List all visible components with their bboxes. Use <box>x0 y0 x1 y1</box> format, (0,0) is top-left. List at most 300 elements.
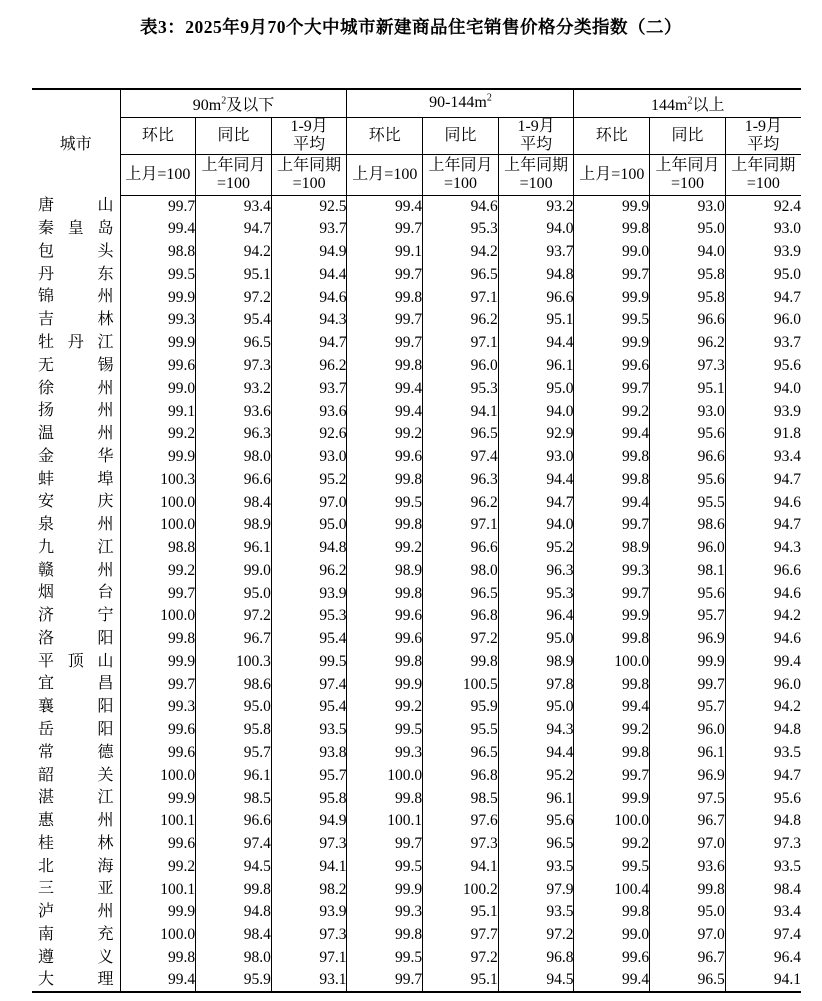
table-header <box>32 89 801 195</box>
base-header-cell <box>498 154 574 195</box>
base-label: 上年同期 <box>731 156 796 174</box>
city-cell <box>32 445 120 468</box>
table-row <box>32 810 801 833</box>
value-cell: 99.3 <box>120 696 196 719</box>
group-header-144-above <box>574 89 801 117</box>
value-cell: 99.5 <box>574 309 650 332</box>
value-cell: 94.0 <box>498 514 574 537</box>
table-row <box>32 741 801 764</box>
table-row <box>32 468 801 491</box>
table-row <box>32 354 801 377</box>
value-cell: 99.8 <box>347 514 423 537</box>
value-cell: 95.6 <box>650 582 726 605</box>
group-label: 90m <box>192 96 222 114</box>
value-cell: 100.2 <box>423 878 499 901</box>
price-index-table <box>32 88 801 993</box>
value-cell: 96.8 <box>423 764 499 787</box>
base-header-cell <box>347 154 423 195</box>
metric-label: 环比 <box>595 126 628 144</box>
table-row <box>32 445 801 468</box>
value-cell: 97.6 <box>423 810 499 833</box>
value-cell: 96.1 <box>498 354 574 377</box>
value-cell: 94.7 <box>725 764 801 787</box>
city-name: 秦皇岛 <box>38 220 114 238</box>
value-cell: 96.7 <box>650 946 726 969</box>
value-cell: 94.7 <box>725 286 801 309</box>
value-cell: 94.5 <box>498 969 574 992</box>
value-cell: 94.2 <box>725 696 801 719</box>
value-cell: 93.7 <box>498 241 574 264</box>
table-row <box>32 696 801 719</box>
value-cell: 96.3 <box>423 468 499 491</box>
value-cell: 94.6 <box>423 195 499 218</box>
value-cell: 99.8 <box>347 582 423 605</box>
value-cell: 99.3 <box>574 559 650 582</box>
value-cell: 97.4 <box>271 673 347 696</box>
value-cell: 93.7 <box>271 218 347 241</box>
table-row <box>32 901 801 924</box>
value-cell: 94.2 <box>725 605 801 628</box>
value-cell: 93.5 <box>271 719 347 742</box>
value-cell: 99.5 <box>347 491 423 514</box>
metric-label: 1-9月 <box>517 117 555 135</box>
value-cell: 94.6 <box>271 286 347 309</box>
value-cell: 100.0 <box>120 514 196 537</box>
value-cell: 98.0 <box>423 559 499 582</box>
base-label-line2: =100 <box>670 174 704 192</box>
table-row <box>32 719 801 742</box>
value-cell: 99.6 <box>347 628 423 651</box>
group-header-90-144 <box>347 89 574 117</box>
value-cell: 93.4 <box>196 195 272 218</box>
value-cell: 99.8 <box>196 878 272 901</box>
value-cell: 99.2 <box>574 832 650 855</box>
city-cell <box>32 605 120 628</box>
metric-header-cell <box>196 117 272 154</box>
value-cell: 96.5 <box>423 263 499 286</box>
value-cell: 95.3 <box>423 218 499 241</box>
value-cell: 98.2 <box>271 878 347 901</box>
value-cell: 99.8 <box>347 286 423 309</box>
value-cell: 94.0 <box>498 218 574 241</box>
value-cell: 96.5 <box>196 332 272 355</box>
value-cell: 95.0 <box>650 901 726 924</box>
value-cell: 97.3 <box>423 832 499 855</box>
value-cell: 96.8 <box>498 946 574 969</box>
value-cell: 94.1 <box>725 969 801 992</box>
value-cell: 93.9 <box>271 582 347 605</box>
value-cell: 96.6 <box>650 445 726 468</box>
value-cell: 99.8 <box>347 787 423 810</box>
table-row <box>32 855 801 878</box>
value-cell: 94.6 <box>725 491 801 514</box>
value-cell: 98.5 <box>423 787 499 810</box>
value-cell: 96.7 <box>196 628 272 651</box>
value-cell: 95.9 <box>196 969 272 992</box>
value-cell: 99.0 <box>120 377 196 400</box>
value-cell: 99.8 <box>120 946 196 969</box>
value-cell: 99.6 <box>120 719 196 742</box>
base-label-line2: =100 <box>443 174 477 192</box>
value-cell: 96.1 <box>196 764 272 787</box>
value-cell: 96.0 <box>650 719 726 742</box>
value-cell: 95.6 <box>650 423 726 446</box>
table-row <box>32 332 801 355</box>
value-cell: 94.7 <box>498 491 574 514</box>
value-cell: 99.7 <box>347 332 423 355</box>
value-cell: 99.8 <box>574 741 650 764</box>
value-cell: 99.7 <box>347 969 423 992</box>
value-cell: 95.6 <box>498 810 574 833</box>
base-label: 上年同月 <box>655 156 720 174</box>
city-cell <box>32 309 120 332</box>
value-cell: 96.0 <box>650 536 726 559</box>
value-cell: 94.2 <box>196 241 272 264</box>
city-name: 锦州 <box>38 288 114 306</box>
value-cell: 98.0 <box>196 445 272 468</box>
value-cell: 94.4 <box>498 741 574 764</box>
metric-label: 同比 <box>444 126 477 144</box>
value-cell: 94.7 <box>725 514 801 537</box>
value-cell: 95.1 <box>498 309 574 332</box>
city-cell <box>32 719 120 742</box>
metric-label: 环比 <box>141 126 174 144</box>
value-cell: 96.2 <box>271 559 347 582</box>
city-name: 平顶山 <box>38 652 114 670</box>
value-cell: 99.7 <box>574 764 650 787</box>
table-row <box>32 195 801 218</box>
metric-header-cell <box>498 117 574 154</box>
value-cell: 99.2 <box>347 696 423 719</box>
value-cell: 95.0 <box>271 514 347 537</box>
base-label: 上年同期 <box>504 156 569 174</box>
value-cell: 94.9 <box>271 241 347 264</box>
value-cell: 98.4 <box>725 878 801 901</box>
value-cell: 95.0 <box>650 218 726 241</box>
value-cell: 95.3 <box>423 377 499 400</box>
metric-label: 同比 <box>671 126 704 144</box>
value-cell: 96.9 <box>650 628 726 651</box>
base-header-cell <box>120 154 196 195</box>
value-cell: 93.8 <box>271 741 347 764</box>
value-cell: 100.0 <box>120 764 196 787</box>
value-cell: 99.4 <box>574 969 650 992</box>
value-cell: 96.3 <box>196 423 272 446</box>
value-cell: 95.7 <box>650 605 726 628</box>
value-cell: 93.6 <box>196 400 272 423</box>
metric-label: 1-9月 <box>744 117 783 135</box>
table-row <box>32 582 801 605</box>
city-cell <box>32 423 120 446</box>
value-cell: 93.1 <box>271 969 347 992</box>
value-cell: 99.7 <box>574 514 650 537</box>
value-cell: 100.1 <box>120 878 196 901</box>
table-row <box>32 924 801 947</box>
city-name: 惠州 <box>38 812 114 830</box>
city-name: 牡丹江 <box>38 333 114 351</box>
metric-header-cell <box>574 117 650 154</box>
value-cell: 94.7 <box>725 468 801 491</box>
table-row <box>32 559 801 582</box>
value-cell: 99.7 <box>347 218 423 241</box>
value-cell: 97.1 <box>271 946 347 969</box>
value-cell: 99.8 <box>347 354 423 377</box>
value-cell: 94.8 <box>725 719 801 742</box>
base-label-line2: =100 <box>746 174 780 192</box>
value-cell: 95.5 <box>423 719 499 742</box>
value-cell: 95.7 <box>650 696 726 719</box>
city-name: 蚌埠 <box>38 470 114 488</box>
table-row <box>32 377 801 400</box>
table-row <box>32 241 801 264</box>
superscript-2: 2 <box>221 95 227 107</box>
value-cell: 96.2 <box>650 332 726 355</box>
city-cell <box>32 787 120 810</box>
table-row <box>32 536 801 559</box>
city-cell <box>32 491 120 514</box>
table-row <box>32 969 801 992</box>
city-name: 扬州 <box>38 402 114 420</box>
value-cell: 94.2 <box>423 241 499 264</box>
value-cell: 96.1 <box>498 787 574 810</box>
base-label: 上年同期 <box>277 156 342 174</box>
value-cell: 97.1 <box>423 514 499 537</box>
value-cell: 94.5 <box>196 855 272 878</box>
value-cell: 95.0 <box>196 582 272 605</box>
value-cell: 98.8 <box>120 241 196 264</box>
value-cell: 99.4 <box>347 377 423 400</box>
table-row <box>32 218 801 241</box>
value-cell: 99.4 <box>120 218 196 241</box>
value-cell: 95.2 <box>271 468 347 491</box>
value-cell: 100.5 <box>423 673 499 696</box>
value-cell: 93.5 <box>498 901 574 924</box>
city-name: 济宁 <box>38 607 114 625</box>
city-name: 无锡 <box>38 356 114 374</box>
value-cell: 97.2 <box>423 946 499 969</box>
value-cell: 93.5 <box>725 855 801 878</box>
city-name: 泸州 <box>38 903 114 921</box>
value-cell: 99.4 <box>347 195 423 218</box>
value-cell: 95.9 <box>423 696 499 719</box>
city-name: 金华 <box>38 447 114 465</box>
value-cell: 99.9 <box>120 332 196 355</box>
city-cell <box>32 946 120 969</box>
value-cell: 96.6 <box>725 559 801 582</box>
value-cell: 95.2 <box>498 536 574 559</box>
value-cell: 93.4 <box>725 445 801 468</box>
city-name: 韶关 <box>38 766 114 784</box>
value-cell: 100.1 <box>347 810 423 833</box>
value-cell: 99.4 <box>574 491 650 514</box>
value-cell: 96.6 <box>196 468 272 491</box>
city-cell <box>32 536 120 559</box>
value-cell: 99.2 <box>574 400 650 423</box>
value-cell: 97.3 <box>196 354 272 377</box>
city-name: 包头 <box>38 242 114 260</box>
table-body <box>32 195 801 992</box>
city-cell <box>32 832 120 855</box>
value-cell: 95.0 <box>196 696 272 719</box>
value-cell: 93.0 <box>271 445 347 468</box>
value-cell: 95.6 <box>725 354 801 377</box>
value-cell: 99.8 <box>347 650 423 673</box>
value-cell: 93.9 <box>725 241 801 264</box>
value-cell: 99.0 <box>196 559 272 582</box>
value-cell: 97.5 <box>650 787 726 810</box>
value-cell: 96.5 <box>423 582 499 605</box>
value-cell: 93.2 <box>196 377 272 400</box>
value-cell: 95.4 <box>271 696 347 719</box>
value-cell: 95.8 <box>650 286 726 309</box>
group-header-row <box>32 89 801 117</box>
table-row <box>32 605 801 628</box>
value-cell: 95.0 <box>498 628 574 651</box>
value-cell: 96.2 <box>271 354 347 377</box>
value-cell: 96.4 <box>498 605 574 628</box>
city-cell <box>32 218 120 241</box>
value-cell: 99.5 <box>120 263 196 286</box>
value-cell: 94.8 <box>271 536 347 559</box>
city-cell <box>32 400 120 423</box>
value-cell: 96.3 <box>498 559 574 582</box>
value-cell: 93.9 <box>271 901 347 924</box>
value-cell: 95.1 <box>423 969 499 992</box>
value-cell: 100.0 <box>120 924 196 947</box>
value-cell: 99.1 <box>120 400 196 423</box>
city-cell <box>32 468 120 491</box>
value-cell: 99.8 <box>574 673 650 696</box>
value-cell: 99.6 <box>574 946 650 969</box>
value-cell: 98.9 <box>196 514 272 537</box>
base-header-cell <box>271 154 347 195</box>
value-cell: 99.6 <box>347 605 423 628</box>
value-cell: 99.3 <box>347 741 423 764</box>
value-cell: 100.0 <box>120 605 196 628</box>
city-name: 唐山 <box>38 197 114 215</box>
value-cell: 99.9 <box>120 286 196 309</box>
metric-label: 环比 <box>368 126 401 144</box>
city-name: 三亚 <box>38 880 114 898</box>
value-cell: 96.1 <box>650 741 726 764</box>
city-cell <box>32 764 120 787</box>
city-name: 大理 <box>38 970 114 988</box>
value-cell: 99.9 <box>347 878 423 901</box>
value-cell: 96.0 <box>423 354 499 377</box>
value-cell: 99.4 <box>120 969 196 992</box>
value-cell: 99.6 <box>347 445 423 468</box>
value-cell: 99.7 <box>574 377 650 400</box>
value-cell: 99.2 <box>347 423 423 446</box>
value-cell: 94.8 <box>725 810 801 833</box>
metric-label: 1-9月 <box>290 117 328 135</box>
base-label-line2: =100 <box>216 174 250 192</box>
metric-header-row <box>32 117 801 154</box>
value-cell: 95.8 <box>196 719 272 742</box>
value-cell: 98.5 <box>196 787 272 810</box>
city-name: 南充 <box>38 925 114 943</box>
group-label: 144m <box>651 96 688 114</box>
value-cell: 95.1 <box>650 377 726 400</box>
value-cell: 93.7 <box>271 377 347 400</box>
city-cell <box>32 924 120 947</box>
city-name: 湛江 <box>38 789 114 807</box>
city-name: 桂林 <box>38 834 114 852</box>
value-cell: 98.4 <box>196 491 272 514</box>
value-cell: 95.0 <box>498 696 574 719</box>
value-cell: 96.5 <box>423 423 499 446</box>
base-label-line2: =100 <box>519 174 553 192</box>
value-cell: 94.0 <box>498 400 574 423</box>
value-cell: 99.7 <box>347 832 423 855</box>
value-cell: 96.6 <box>196 810 272 833</box>
value-cell: 99.4 <box>574 423 650 446</box>
city-cell <box>32 810 120 833</box>
city-column-header: 城市 <box>59 136 92 153</box>
table-row <box>32 423 801 446</box>
value-cell: 95.7 <box>196 741 272 764</box>
value-cell: 99.8 <box>574 468 650 491</box>
value-cell: 94.3 <box>498 719 574 742</box>
value-cell: 99.9 <box>574 286 650 309</box>
value-cell: 95.2 <box>498 764 574 787</box>
value-cell: 92.6 <box>271 423 347 446</box>
value-cell: 99.9 <box>574 195 650 218</box>
city-name: 温州 <box>38 425 114 443</box>
value-cell: 99.2 <box>120 559 196 582</box>
table-row <box>32 878 801 901</box>
base-label: 上月=100 <box>579 165 645 183</box>
value-cell: 98.9 <box>498 650 574 673</box>
value-cell: 99.8 <box>574 445 650 468</box>
city-name: 赣州 <box>38 561 114 579</box>
value-cell: 99.0 <box>574 924 650 947</box>
value-cell: 96.0 <box>725 673 801 696</box>
value-cell: 94.4 <box>271 263 347 286</box>
value-cell: 95.0 <box>725 263 801 286</box>
city-name: 徐州 <box>38 379 114 397</box>
value-cell: 97.2 <box>196 605 272 628</box>
city-name: 吉林 <box>38 311 114 329</box>
city-cell <box>32 673 120 696</box>
metric-label: 同比 <box>217 126 250 144</box>
metric-label-line2: 平均 <box>747 135 780 153</box>
value-cell: 99.5 <box>347 946 423 969</box>
value-cell: 99.4 <box>574 696 650 719</box>
value-cell: 99.6 <box>120 832 196 855</box>
city-cell <box>32 286 120 309</box>
value-cell: 93.4 <box>725 901 801 924</box>
city-name: 襄阳 <box>38 698 114 716</box>
table-row <box>32 628 801 651</box>
value-cell: 99.6 <box>120 741 196 764</box>
value-cell: 99.8 <box>574 901 650 924</box>
value-cell: 94.3 <box>725 536 801 559</box>
value-cell: 93.6 <box>650 855 726 878</box>
value-cell: 94.8 <box>498 263 574 286</box>
city-cell <box>32 559 120 582</box>
city-name: 泉州 <box>38 516 114 534</box>
city-cell <box>32 514 120 537</box>
table-row <box>32 764 801 787</box>
value-cell: 93.0 <box>725 218 801 241</box>
city-name: 丹东 <box>38 265 114 283</box>
value-cell: 94.0 <box>725 377 801 400</box>
table-row <box>32 491 801 514</box>
value-cell: 96.2 <box>423 309 499 332</box>
value-cell: 95.3 <box>271 605 347 628</box>
city-name: 岳阳 <box>38 720 114 738</box>
